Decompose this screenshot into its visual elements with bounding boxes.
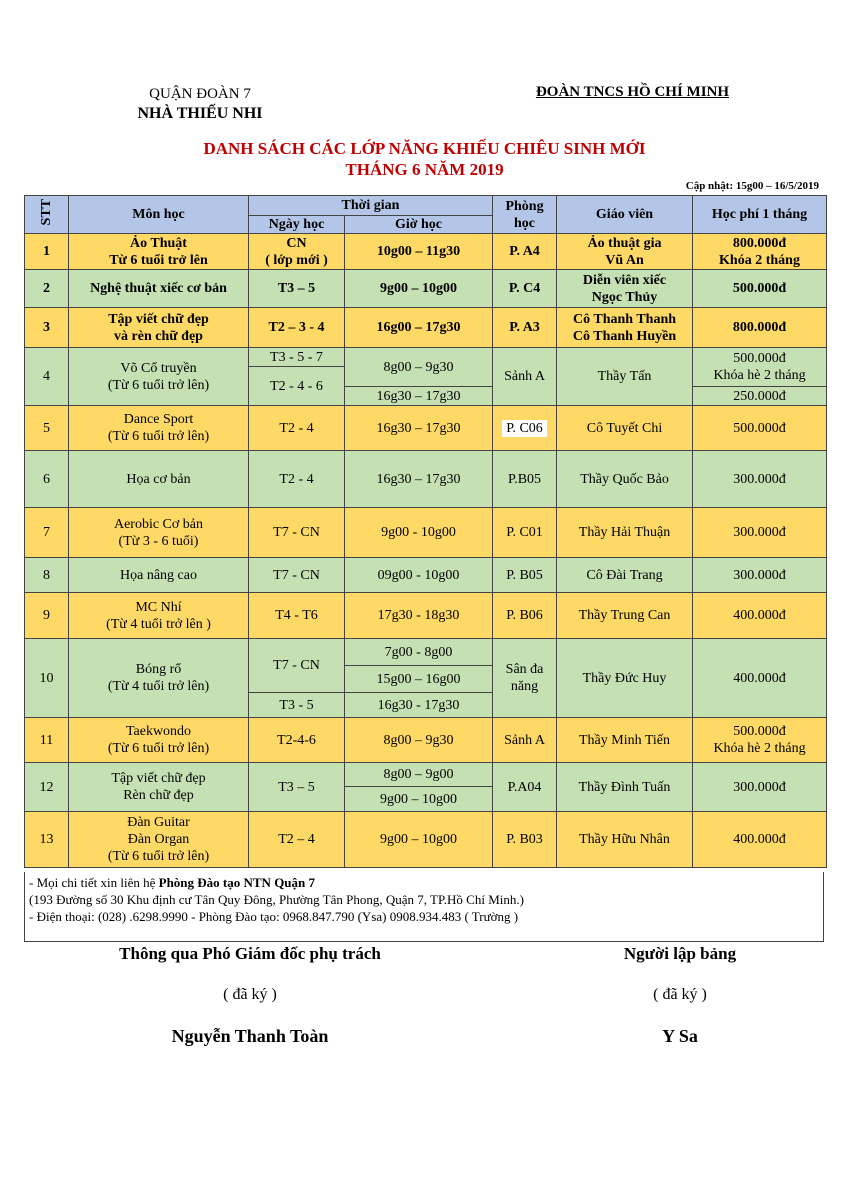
table-row: 13 Đàn Guitar Đàn Organ (Từ 6 tuổi trở lên) T2 – 4 9g00 – 10g00 P. B03 Thầy Hữu Nhân 400.000đ (25, 812, 827, 868)
org-header-left (100, 84, 300, 124)
table-row: 12 Tập viết chữ đẹp Rèn chữ đẹp T3 – 5 8g00 – 9g00 P.A04 Thầy Đình Tuấn 300.000đ (25, 763, 827, 787)
signature-right-name: Y Sa (662, 1026, 698, 1046)
header-stt: STT (25, 196, 69, 234)
header-hour: Giờ học (345, 216, 493, 234)
table-row: 7 Aerobic Cơ bản (Từ 3 - 6 tuổi) T7 - CN 9g00 - 10g00 P. C01 Thầy Hải Thuận 300.000đ (25, 508, 827, 558)
header-teacher: Giáo viên (557, 196, 693, 234)
org-line-1: QUẬN ĐOÀN 7 (149, 86, 251, 102)
signature-left-name: Nguyễn Thanh Toàn (171, 1026, 329, 1046)
table-row: 9 MC Nhí (Từ 4 tuổi trở lên ) T4 - T6 17g30 - 18g30 P. B06 Thầy Trung Can 400.000đ (25, 593, 827, 639)
notes-line-2: (193 Đường số 30 Khu định cư Tân Quy Đông, Phường Tân Phong, Quận 7, TP.Hồ Chí Minh.) (29, 892, 524, 907)
table-row: 11 Taekwondo (Từ 6 tuổi trở lên) T2-4-6 8g00 – 9g30 Sảnh A Thầy Minh Tiến 500.000đ Khóa hè 2 tháng (25, 718, 827, 763)
signature-right-signed: ( đã ký ) (653, 986, 707, 1003)
class-schedule-table: STT Môn học Thời gian Phòng học Giáo viên Học phí 1 tháng Ngày học Giờ học 1 Ảo Thuật Từ 6 tuổi trở lên CN ( lớp mới ) 10g00 – 11g30 P. A4 Ảo thuật gia Vũ An 800.000đ Khóa 2 tháng 2 Nghệ thuật xiếc cơ bản T3 – 5 9g00 – 10g00 P. C4 Diễn viên xiếc Ngọc Thủy 500.000đ 3 Tập viết chữ đẹp và rèn chữ đẹp T2 – 3 - 4 16g00 – 17g30 P. A3 Cô Thanh Thanh Cô Thanh Huyền 800.000đ 4 Võ Cổ truyền (Từ 6 tuổi trở lên) T3 - 5 - 7 8g00 – 9g30 Sảnh A Thầy Tấn 500.000đ Khóa hè 2 tháng T2 - 4 - 6 16g30 – 17g30 250.000đ 5 Dance Sport (Từ 6 tuổi trở lên) T2 - 4 16g30 – 17g30 P. C06 Cô Tuyết Chi 500.000đ 6 Họa cơ bản T2 - 4 16g30 – 17g30 P.B05 Thầy Quốc Bảo 300.000đ 7 Aerobic Cơ bản (Từ 3 - 6 tuổi) T7 - CN 9g00 - 10g00 P. C01 Thầy Hải Thuận 300.000đ 8 Họa nâng cao T7 - CN 09g00 - 10g00 P. B05 Cô Đài Trang 300.000đ 9 MC Nhí (Từ 4 tuổi trở lên ) T4 - T6 17g30 - 18g30 P. B06 Thầy Trung Can 400.000đ 10 Bóng rổ (Từ 4 tuổi trở lên) T7 - CN 7g00 - 8g00 Sân đa năng Thầy Đức Huy 400.000đ 15g00 – 16g00 T3 - 5 16g30 - 17g30 11 Taekwondo (Từ 6 tuổi trở lên) T2-4-6 8g00 – 9g30 Sảnh A Thầy Minh Tiến 500.000đ Khóa hè 2 tháng 12 Tập viết chữ đẹp Rèn chữ đẹp T3 – 5 8g00 – 9g00 P.A04 Thầy Đình Tuấn 300.000đ 9g00 – 10g00 13 Đàn Guitar Đàn Organ (Từ 6 tuổi trở lên) T2 – 4 9g00 – 10g00 P. B03 Thầy Hữu Nhân 400.000đ (24, 195, 827, 868)
table-row: 5 Dance Sport (Từ 6 tuổi trở lên) T2 - 4 16g30 – 17g30 P. C06 Cô Tuyết Chi 500.000đ (25, 406, 827, 451)
signature-left (80, 944, 420, 1047)
notes-line-3: - Điện thoại: (028) .6298.9990 - Phòng Đào tạo: 0968.847.790 (Ysa) 0908.934.483 ( Trường ) (29, 909, 519, 924)
table-row: 3 Tập viết chữ đẹp và rèn chữ đẹp T2 – 3 - 4 16g00 – 17g30 P. A3 Cô Thanh Thanh Cô Thanh Huyền 800.000đ (25, 308, 827, 348)
org-header-right: ĐOÀN TNCS HỒ CHÍ MINH (535, 84, 730, 100)
table-row: 2 Nghệ thuật xiếc cơ bản T3 – 5 9g00 – 10g00 P. C4 Diễn viên xiếc Ngọc Thủy 500.000đ (25, 270, 827, 308)
document-subtitle: THÁNG 6 NĂM 2019 (345, 160, 504, 179)
notes-line-1: - Mọi chi tiết xin liên hệ Phòng Đào tạo NTN Quận 7 (29, 875, 316, 890)
table-row: 4 Võ Cổ truyền (Từ 6 tuổi trở lên) T3 - 5 - 7 8g00 – 9g30 Sảnh A Thầy Tấn 500.000đ Khóa hè 2 tháng (25, 348, 827, 367)
table-row: 6 Họa cơ bản T2 - 4 16g30 – 17g30 P.B05 Thầy Quốc Bảo 300.000đ (25, 451, 827, 508)
header-fee: Học phí 1 tháng (693, 196, 827, 234)
org-line-2: NHÀ THIẾU NHI (137, 105, 263, 122)
contact-notes (24, 872, 824, 942)
document-title: DANH SÁCH CÁC LỚP NĂNG KHIẾU CHIÊU SINH MỚI (203, 139, 646, 158)
header-day: Ngày học (249, 216, 345, 234)
signature-right (560, 944, 800, 1047)
table-row: 8 Họa nâng cao T7 - CN 09g00 - 10g00 P. B05 Cô Đài Trang 300.000đ (25, 558, 827, 593)
header-subject: Môn học (69, 196, 249, 234)
header-time: Thời gian (249, 196, 493, 216)
signature-left-signed: ( đã ký ) (223, 986, 277, 1003)
table-row: 10 Bóng rổ (Từ 4 tuổi trở lên) T7 - CN 7g00 - 8g00 Sân đa năng Thầy Đức Huy 400.000đ (25, 639, 827, 666)
table-row: 1 Ảo Thuật Từ 6 tuổi trở lên CN ( lớp mới ) 10g00 – 11g30 P. A4 Ảo thuật gia Vũ An 800.000đ Khóa 2 tháng (25, 234, 827, 270)
signature-left-role: Thông qua Phó Giám đốc phụ trách (119, 944, 381, 963)
updated-timestamp: Cập nhật: 15g00 – 16/5/2019 (685, 180, 819, 192)
header-room: Phòng học (493, 196, 557, 234)
signature-right-role: Người lập bảng (623, 944, 737, 963)
